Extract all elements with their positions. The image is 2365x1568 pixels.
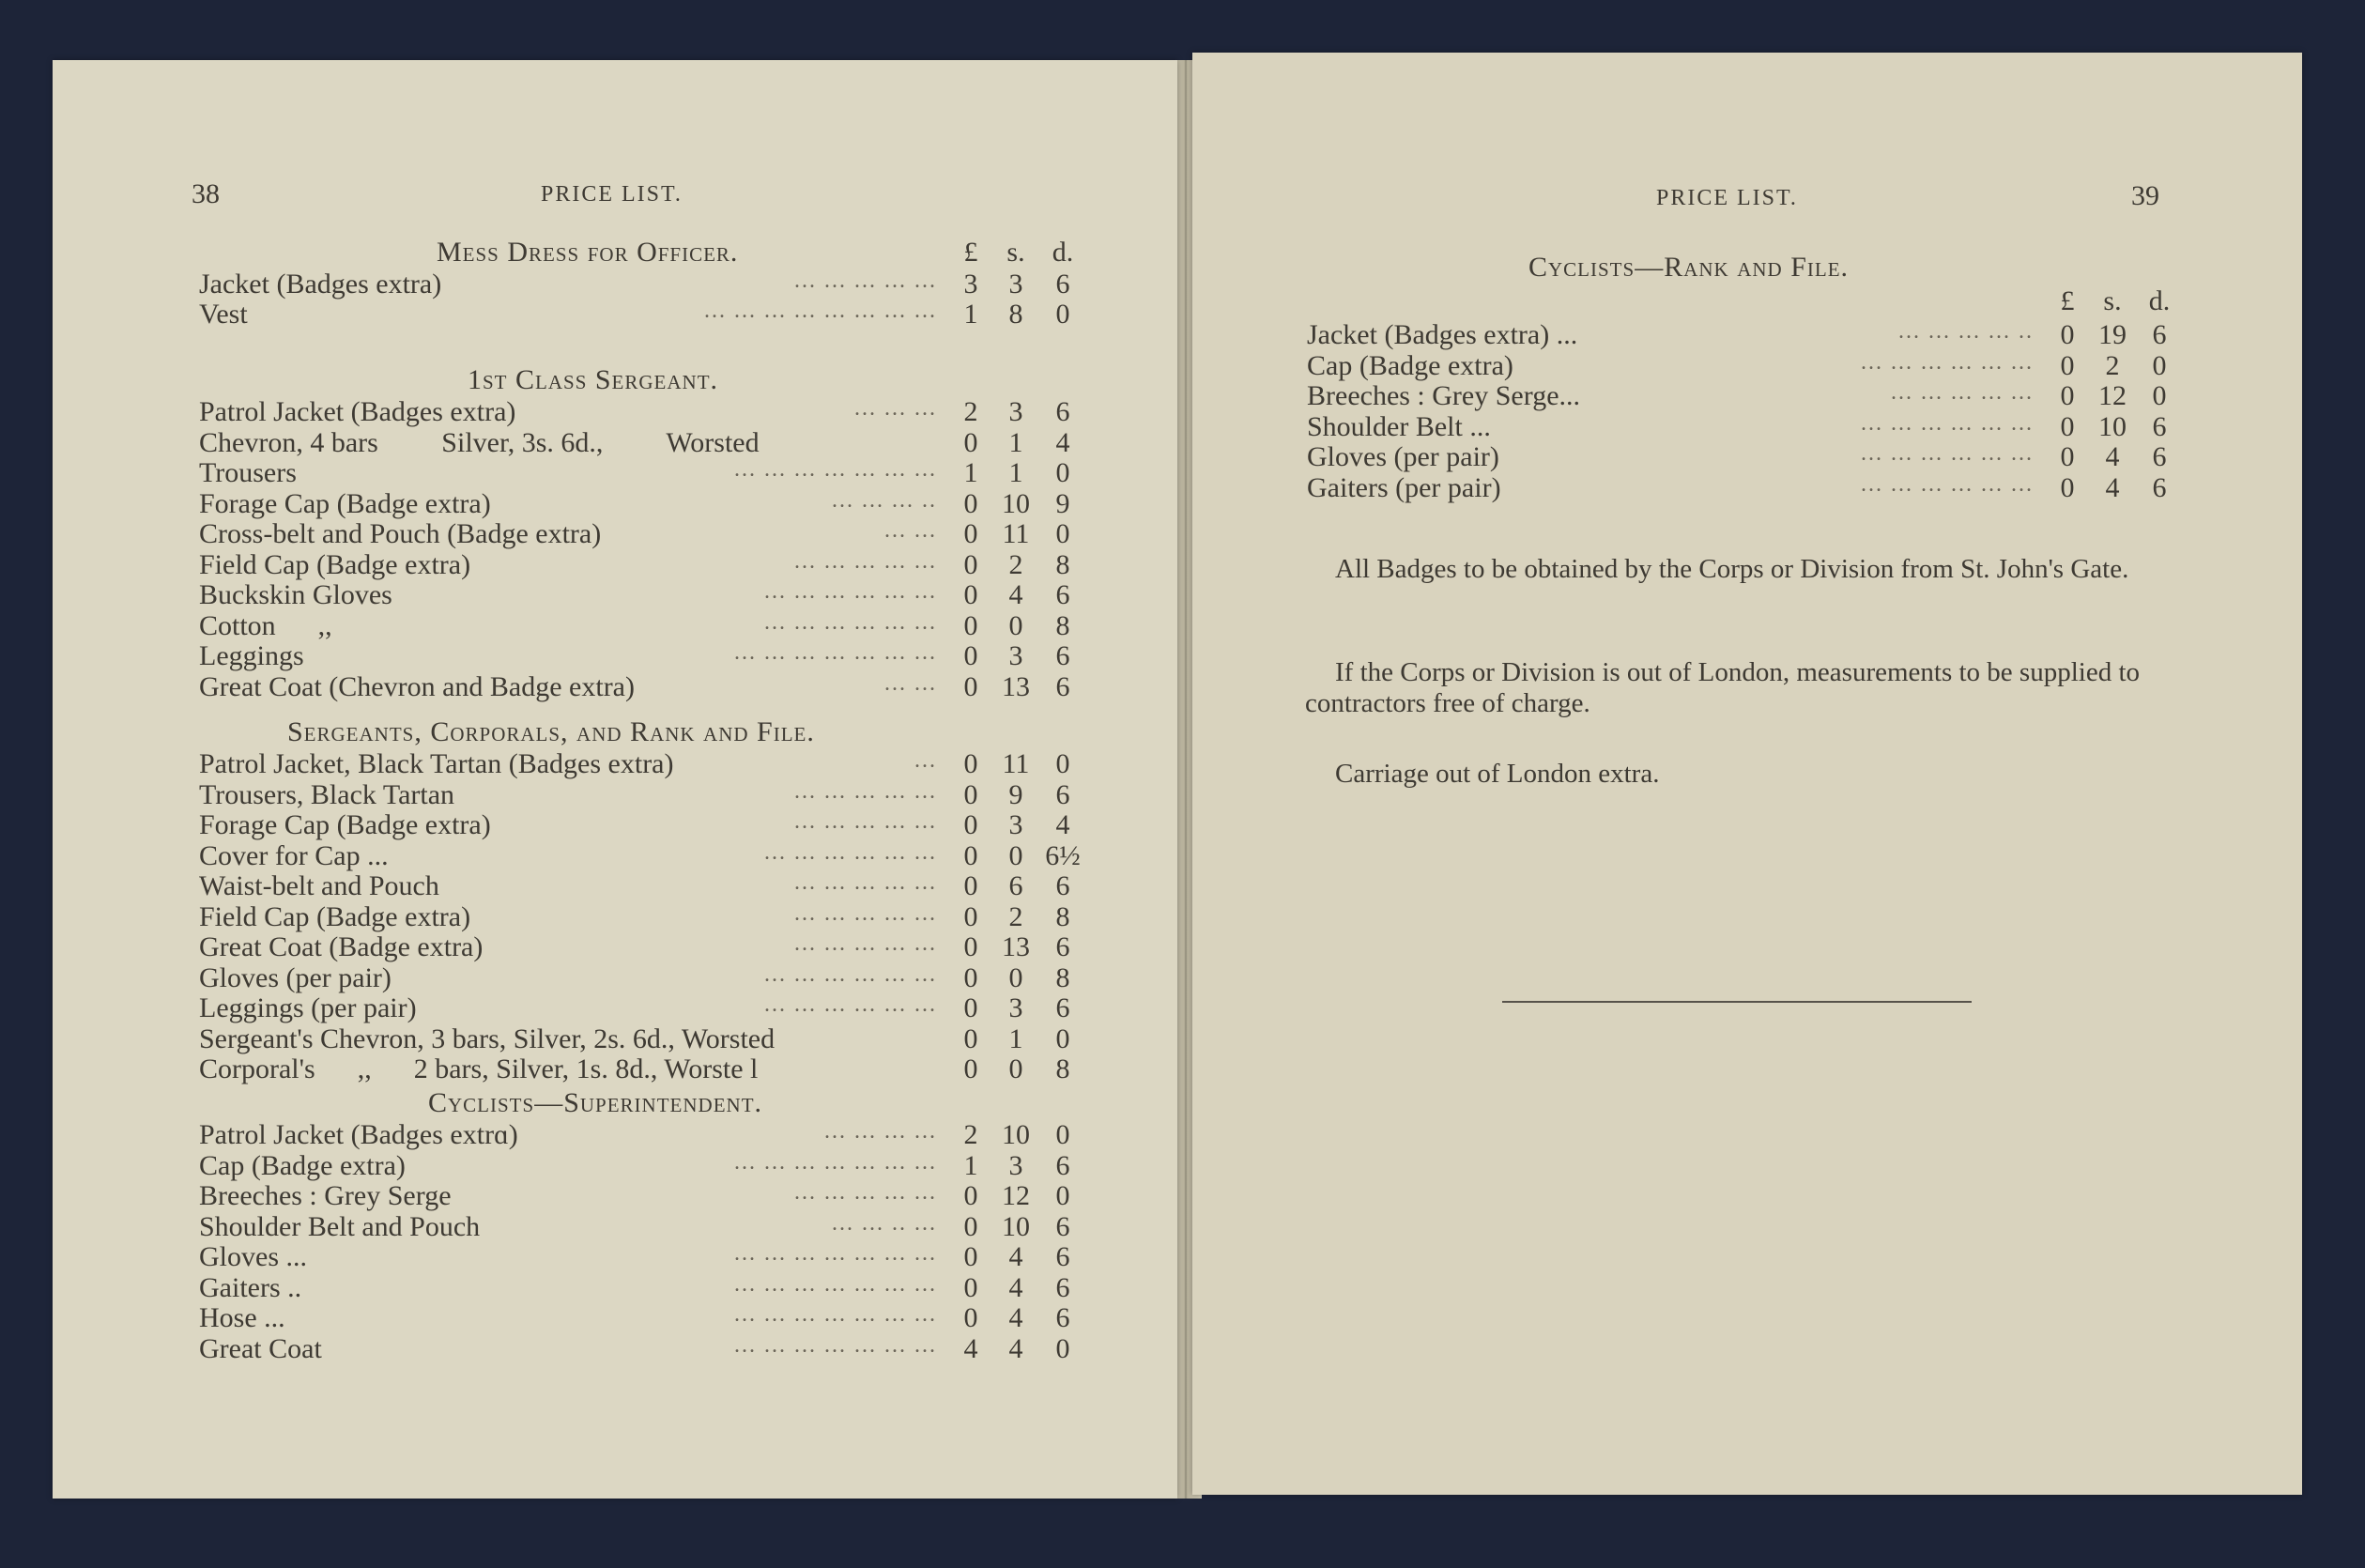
shillings-value: 13: [1002, 931, 1030, 962]
price-row: [199, 1023, 1119, 1053]
price-row: [199, 640, 1119, 670]
item-label: Field Cap (Badge extra): [199, 900, 471, 932]
price-row: [199, 1180, 1119, 1210]
pounds-value: 3: [963, 269, 978, 300]
price-row: [199, 840, 1119, 870]
running-head: PRICE LIST.: [541, 182, 683, 207]
leader-dots: ... ... ... ... ... ... ...: [734, 1332, 937, 1358]
item-label: Waist-belt and Pouch: [199, 870, 439, 901]
item-label: Trousers: [199, 457, 297, 488]
pounds-value: 0: [963, 1302, 978, 1333]
price-row: [199, 396, 1119, 426]
leader-dots: ... ... ...: [854, 396, 937, 421]
pounds-value: 0: [963, 518, 978, 549]
price-row: [1307, 441, 2208, 471]
shillings-value: 10: [1002, 1119, 1030, 1150]
shillings-value: 4: [1008, 1302, 1023, 1333]
leader-dots: ... ... ... ... ... ... ...: [734, 457, 937, 482]
leader-dots: ... ... ... ... ... ... ...: [734, 1241, 937, 1266]
pounds-value: 0: [963, 931, 978, 962]
section-title: 1st Class Sergeant.: [468, 364, 719, 395]
pence-header: d.: [2148, 285, 2171, 316]
item-label: Gaiters (per pair): [1307, 471, 1501, 503]
shillings-value: 0: [1008, 961, 1023, 993]
pounds-value: 0: [2060, 410, 2075, 442]
pounds-value: 0: [963, 1053, 978, 1084]
pounds-value: 0: [963, 900, 978, 932]
shilling-header: s.: [2103, 285, 2122, 316]
pence-value: 0: [2152, 349, 2167, 381]
price-row: [199, 992, 1119, 1022]
price-row: [199, 1272, 1119, 1302]
pence-value: 6: [1055, 396, 1070, 427]
shillings-value: 10: [1002, 1210, 1030, 1242]
price-row: [1307, 380, 2208, 410]
pence-value: 0: [1055, 748, 1070, 779]
pounds-value: 0: [963, 579, 978, 610]
pounds-value: 0: [963, 839, 978, 871]
leader-dots: ... ... ... ... ... ...: [764, 961, 937, 987]
shillings-value: 4: [1008, 1271, 1023, 1303]
pounds-value: 0: [2060, 349, 2075, 381]
shillings-value: 3: [1008, 269, 1023, 300]
pence-value: 6: [1055, 269, 1070, 300]
section-title: Cyclists—Rank and File.: [1528, 252, 1850, 283]
pounds-value: 1: [963, 299, 978, 330]
price-row: [199, 610, 1119, 640]
leader-dots: ... ... ... ... ... ...: [1861, 441, 2034, 466]
pounds-value: 4: [963, 1332, 978, 1364]
item-label: Forage Cap (Badge extra): [199, 487, 491, 519]
shillings-value: 3: [1008, 396, 1023, 427]
pounds-value: 0: [963, 1271, 978, 1303]
item-label: Field Cap (Badge extra): [199, 548, 471, 580]
pence-value: 0: [1055, 1022, 1070, 1054]
shillings-value: 3: [1008, 992, 1023, 1023]
item-label: Cover for Cap ...: [199, 839, 389, 871]
shillings-value: 0: [1008, 839, 1023, 871]
pence-value: 0: [1055, 457, 1070, 488]
shillings-value: 1: [1008, 1022, 1023, 1054]
item-label: Patrol Jacket (Badges extrɑ): [199, 1119, 518, 1150]
pence-value: 0: [1055, 518, 1070, 549]
leader-dots: ... ... ... ... ... ... ... ...: [704, 299, 937, 323]
price-row: [199, 457, 1119, 487]
leader-dots: ... ... ... ... ...: [794, 1180, 937, 1205]
item-label: Gaiters ..: [199, 1271, 302, 1303]
item-label: Great Coat (Badge extra): [199, 931, 484, 962]
price-row: [199, 901, 1119, 931]
price-row: [199, 962, 1119, 992]
price-row: [199, 549, 1119, 579]
note-measurements: If the Corps or Division is out of London, measurements to be supplied to contractors free of charge.: [1305, 657, 2141, 718]
leader-dots: ... ... ... ... ...: [794, 548, 937, 574]
pounds-value: 0: [2060, 319, 2075, 350]
shillings-value: 4: [2105, 471, 2120, 503]
pence-value: 6: [2152, 441, 2167, 472]
leader-dots: ... ... ... ... ... ...: [764, 579, 937, 604]
shillings-value: 19: [2098, 319, 2127, 350]
pence-value: 4: [1055, 809, 1070, 840]
price-row: [199, 1119, 1119, 1149]
price-row: [199, 671, 1119, 701]
pence-value: 6: [2152, 471, 2167, 503]
pounds-value: 0: [963, 670, 978, 702]
price-row: [199, 488, 1119, 518]
pence-value: 8: [1055, 609, 1070, 641]
item-label: Chevron, 4 bars Silver, 3s. 6d., Worsted: [199, 426, 760, 458]
shillings-value: 9: [1008, 778, 1023, 810]
price-row: [199, 931, 1119, 961]
pounds-value: 0: [963, 961, 978, 993]
item-label: Great Coat: [199, 1332, 322, 1364]
item-label: Breeches : Grey Serge...: [1307, 380, 1581, 411]
pounds-value: 1: [963, 457, 978, 488]
pounds-value: 0: [963, 778, 978, 810]
item-label: Jacket (Badges extra) ...: [1307, 319, 1578, 350]
price-row: [199, 1302, 1119, 1332]
price-row: [1307, 411, 2208, 441]
price-row: [1307, 472, 2208, 502]
price-row: [199, 870, 1119, 900]
price-row: [1307, 319, 2208, 349]
price-row: [199, 427, 1119, 457]
shillings-value: 10: [1002, 487, 1030, 519]
pounds-value: 0: [963, 640, 978, 671]
pence-value: 6: [1055, 670, 1070, 702]
pence-value: 6½: [1045, 839, 1081, 871]
price-row: [199, 809, 1119, 839]
pound-header: £: [2060, 285, 2075, 316]
pence-value: 6: [1055, 931, 1070, 962]
left-page: [53, 60, 1177, 1499]
running-head: PRICE LIST.: [1656, 186, 1798, 210]
price-row: [199, 1241, 1119, 1271]
pence-value: 8: [1055, 548, 1070, 580]
pounds-value: 0: [963, 992, 978, 1023]
item-label: Corporal's ,, 2 bars, Silver, 1s. 8d., Worste l: [199, 1053, 759, 1084]
section-title: Cyclists—Superintendent.: [428, 1087, 763, 1118]
price-row: [199, 1053, 1119, 1084]
leader-dots: ... ... ... ... ... ...: [1861, 349, 2034, 375]
leader-dots: ... ... ... ... ...: [794, 870, 937, 895]
pounds-value: 0: [963, 809, 978, 840]
pence-value: 6: [1055, 640, 1070, 671]
page-number: 38: [192, 178, 220, 209]
item-label: Buckskin Gloves: [199, 579, 392, 610]
shillings-value: 2: [1008, 548, 1023, 580]
pence-value: 6: [1055, 1302, 1070, 1333]
shillings-value: 4: [1008, 1241, 1023, 1272]
item-label: Cap (Badge extra): [199, 1149, 406, 1181]
leader-dots: ... ... ... ... ...: [794, 778, 937, 804]
leader-dots: ... ... .. ...: [832, 1210, 937, 1236]
leader-dots: ... ... ... ... ... ...: [764, 839, 937, 865]
leader-dots: ... ... ... ... ... ... ...: [734, 640, 937, 665]
item-label: Gloves (per pair): [199, 961, 392, 993]
pence-value: 6: [1055, 778, 1070, 810]
item-label: Jacket (Badges extra): [199, 269, 442, 300]
shillings-value: 2: [2105, 349, 2120, 381]
shillings-value: 11: [1002, 748, 1030, 779]
shillings-value: 3: [1008, 640, 1023, 671]
leader-dots: ... ... ... ...: [824, 1119, 937, 1144]
item-label: Leggings: [199, 640, 304, 671]
leader-dots: ... ... ... ... ...: [794, 931, 937, 956]
shillings-value: 4: [1008, 579, 1023, 610]
leader-dots: ... ... ... ... ... ... ...: [734, 1302, 937, 1327]
price-row: [1307, 350, 2208, 380]
shillings-value: 13: [1002, 670, 1030, 702]
pence-value: 6: [1055, 1210, 1070, 1242]
pounds-value: 0: [963, 1022, 978, 1054]
item-label: Forage Cap (Badge extra): [199, 809, 491, 840]
pence-value: 0: [1055, 1180, 1070, 1211]
pounds-value: 2: [963, 396, 978, 427]
pounds-value: 0: [963, 1241, 978, 1272]
pounds-value: 0: [963, 426, 978, 458]
pounds-value: 1: [963, 1149, 978, 1181]
price-row: [199, 269, 1119, 299]
pence-value: 4: [1055, 426, 1070, 458]
leader-dots: ... ...: [884, 518, 937, 543]
leader-dots: ... ... ... ... ...: [794, 269, 937, 293]
pence-value: 6: [1055, 1149, 1070, 1181]
pound-header: £: [963, 237, 978, 268]
section-title: Mess Dress for Officer.: [437, 237, 739, 268]
pence-value: 0: [1055, 1332, 1070, 1364]
pence-value: 0: [1055, 1119, 1070, 1150]
shillings-value: 1: [1008, 457, 1023, 488]
pounds-value: 0: [963, 1210, 978, 1242]
pence-value: 6: [1055, 1271, 1070, 1303]
closing-rule: [1502, 1001, 1972, 1003]
item-label: Vest: [199, 299, 248, 330]
pence-value: 6: [1055, 579, 1070, 610]
leader-dots: ... ... ... ... ... ...: [764, 992, 937, 1017]
price-row: [199, 1211, 1119, 1241]
item-label: Gloves ...: [199, 1241, 307, 1272]
shillings-value: 4: [2105, 441, 2120, 472]
pence-value: 6: [1055, 992, 1070, 1023]
pounds-value: 0: [2060, 471, 2075, 503]
pounds-value: 0: [963, 487, 978, 519]
leader-dots: ... ...: [884, 670, 937, 696]
pence-value: 0: [2152, 380, 2167, 411]
shilling-header: s.: [1006, 237, 1025, 268]
pounds-value: 0: [963, 870, 978, 901]
pounds-value: 0: [963, 548, 978, 580]
item-label: Great Coat (Chevron and Badge extra): [199, 670, 635, 702]
shillings-value: 12: [1002, 1180, 1030, 1211]
item-label: Cotton ,,: [199, 609, 332, 641]
item-label: Gloves (per pair): [1307, 441, 1499, 472]
leader-dots: ... ... ... ... ..: [1898, 319, 2034, 344]
shillings-value: 0: [1008, 609, 1023, 641]
pence-value: 6: [1055, 870, 1070, 901]
pounds-value: 0: [963, 1180, 978, 1211]
leader-dots: ... ... ... ... ... ... ...: [734, 1149, 937, 1175]
leader-dots: ... ... ... ... ... ...: [1861, 410, 2034, 436]
shillings-value: 12: [2098, 380, 2127, 411]
leader-dots: ... ... ... ... ...: [1891, 380, 2034, 405]
note-badges: All Badges to be obtained by the Corps or Division from St. John's Gate.: [1335, 554, 2129, 584]
pence-value: 8: [1055, 1053, 1070, 1084]
item-label: Hose ...: [199, 1302, 285, 1333]
pounds-value: 0: [963, 748, 978, 779]
shillings-value: 3: [1008, 1149, 1023, 1181]
item-label: Cross-belt and Pouch (Badge extra): [199, 518, 602, 549]
pounds-value: 0: [2060, 441, 2075, 472]
price-row: [199, 748, 1119, 778]
pence-value: 8: [1055, 961, 1070, 993]
shillings-value: 4: [1008, 1332, 1023, 1364]
pence-value: 9: [1055, 487, 1070, 519]
item-label: Sergeant's Chevron, 3 bars, Silver, 2s. 6d., Worsted: [199, 1022, 776, 1054]
price-row: [199, 1150, 1119, 1180]
item-label: Trousers, Black Tartan: [199, 778, 455, 810]
shillings-value: 2: [1008, 900, 1023, 932]
pence-value: 6: [1055, 1241, 1070, 1272]
shillings-value: 10: [2098, 410, 2127, 442]
price-row: [199, 579, 1119, 609]
pence-value: 0: [1055, 299, 1070, 330]
pounds-value: 2: [963, 1119, 978, 1150]
note-carriage: Carriage out of London extra.: [1335, 759, 1660, 789]
right-page: [1192, 53, 2302, 1495]
leader-dots: ... ... ... ... ...: [794, 809, 937, 834]
shillings-value: 8: [1008, 299, 1023, 330]
leader-dots: ... ... ... ... ...: [794, 900, 937, 926]
item-label: Patrol Jacket (Badges extra): [199, 396, 516, 427]
page-number: 39: [2131, 180, 2159, 211]
shillings-value: 11: [1002, 518, 1030, 549]
leader-dots: ... ... ... ..: [832, 487, 937, 513]
item-label: Shoulder Belt and Pouch: [199, 1210, 481, 1242]
shillings-value: 3: [1008, 809, 1023, 840]
item-label: Patrol Jacket, Black Tartan (Badges extra): [199, 748, 674, 779]
leader-dots: ...: [914, 748, 937, 773]
pence-value: 8: [1055, 900, 1070, 932]
price-row: [199, 518, 1119, 548]
item-label: Breeches : Grey Serge: [199, 1180, 452, 1211]
price-row: [199, 299, 1119, 329]
price-row: [199, 779, 1119, 809]
item-label: Leggings (per pair): [199, 992, 417, 1023]
pence-value: 6: [2152, 410, 2167, 442]
shillings-value: 6: [1008, 870, 1023, 901]
shillings-value: 0: [1008, 1053, 1023, 1084]
item-label: Cap (Badge extra): [1307, 349, 1513, 381]
shillings-value: 1: [1008, 426, 1023, 458]
pence-value: 6: [2152, 319, 2167, 350]
pence-header: d.: [1052, 237, 1074, 268]
leader-dots: ... ... ... ... ... ...: [1861, 471, 2034, 497]
price-row: [199, 1333, 1119, 1363]
pounds-value: 0: [963, 609, 978, 641]
leader-dots: ... ... ... ... ... ... ...: [734, 1271, 937, 1297]
item-label: Shoulder Belt ...: [1307, 410, 1491, 442]
section-title: Sergeants, Corporals, and Rank and File.: [287, 716, 815, 747]
leader-dots: ... ... ... ... ... ...: [764, 609, 937, 635]
pounds-value: 0: [2060, 380, 2075, 411]
